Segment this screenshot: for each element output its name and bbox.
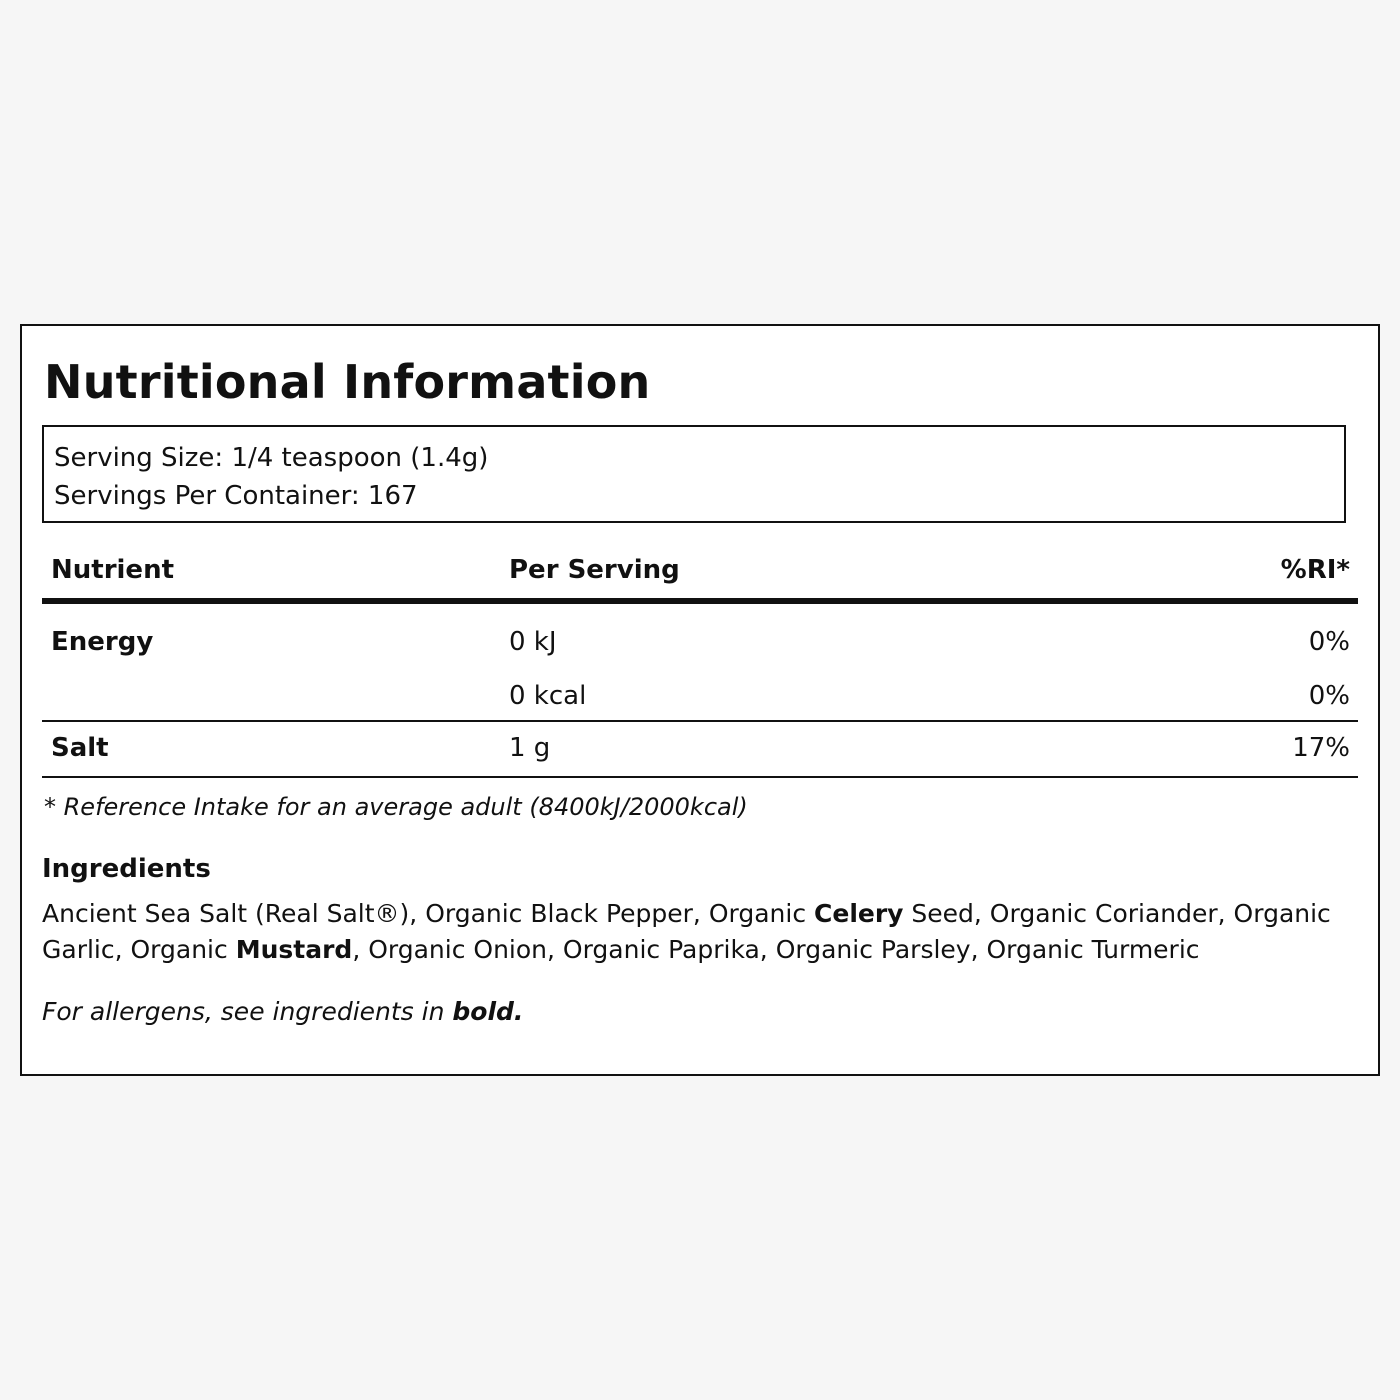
servings-per-container: Servings Per Container: 167	[54, 481, 418, 511]
serving-size: Serving Size: 1/4 teaspoon (1.4g)	[54, 443, 489, 473]
table-row-energy	[42, 604, 1358, 722]
header-nutrient: Nutrient	[51, 555, 175, 585]
allergen-note-text: For allergens, see ingredients in	[42, 997, 453, 1026]
table-header-row	[42, 548, 1358, 604]
serving-info-box	[42, 425, 1346, 523]
allergen-note	[42, 994, 523, 1030]
nutrition-table	[42, 548, 1358, 778]
salt-amount: 1 g	[509, 733, 551, 763]
nutrient-name: Energy	[51, 627, 154, 657]
nutrient-name: Salt	[51, 733, 109, 763]
page-title: Nutritional Information	[44, 355, 651, 409]
ingredients-list	[42, 896, 1362, 968]
energy-kcal-ri: 0%	[1308, 681, 1350, 711]
allergen-ingredient: Celery	[814, 899, 904, 928]
energy-kj-amount: 0 kJ	[509, 627, 557, 657]
reference-intake-note: * Reference Intake for an average adult (8400kJ/2000kcal)	[44, 793, 748, 821]
header-per-serving: Per Serving	[509, 555, 680, 585]
ingredients-text: , Organic Onion, Organic Paprika, Organic Parsley, Organic Turmeric	[352, 935, 1200, 964]
allergen-note-emphasis: bold.	[452, 997, 524, 1026]
energy-kcal-amount: 0 kcal	[509, 681, 587, 711]
header-ri: %RI*	[1280, 555, 1350, 585]
nutrition-panel	[20, 324, 1380, 1076]
salt-ri: 17%	[1292, 733, 1350, 763]
ingredients-text: Seed, Organic Coriander, Organic Garlic, Organic	[42, 899, 1331, 964]
ingredients-text: Ancient Sea Salt (Real Salt®), Organic Black Pepper, Organic	[42, 899, 815, 928]
allergen-ingredient: Mustard	[235, 935, 353, 964]
ingredients-heading: Ingredients	[42, 854, 211, 884]
energy-kj-ri: 0%	[1308, 627, 1350, 657]
table-row-salt	[42, 722, 1358, 778]
